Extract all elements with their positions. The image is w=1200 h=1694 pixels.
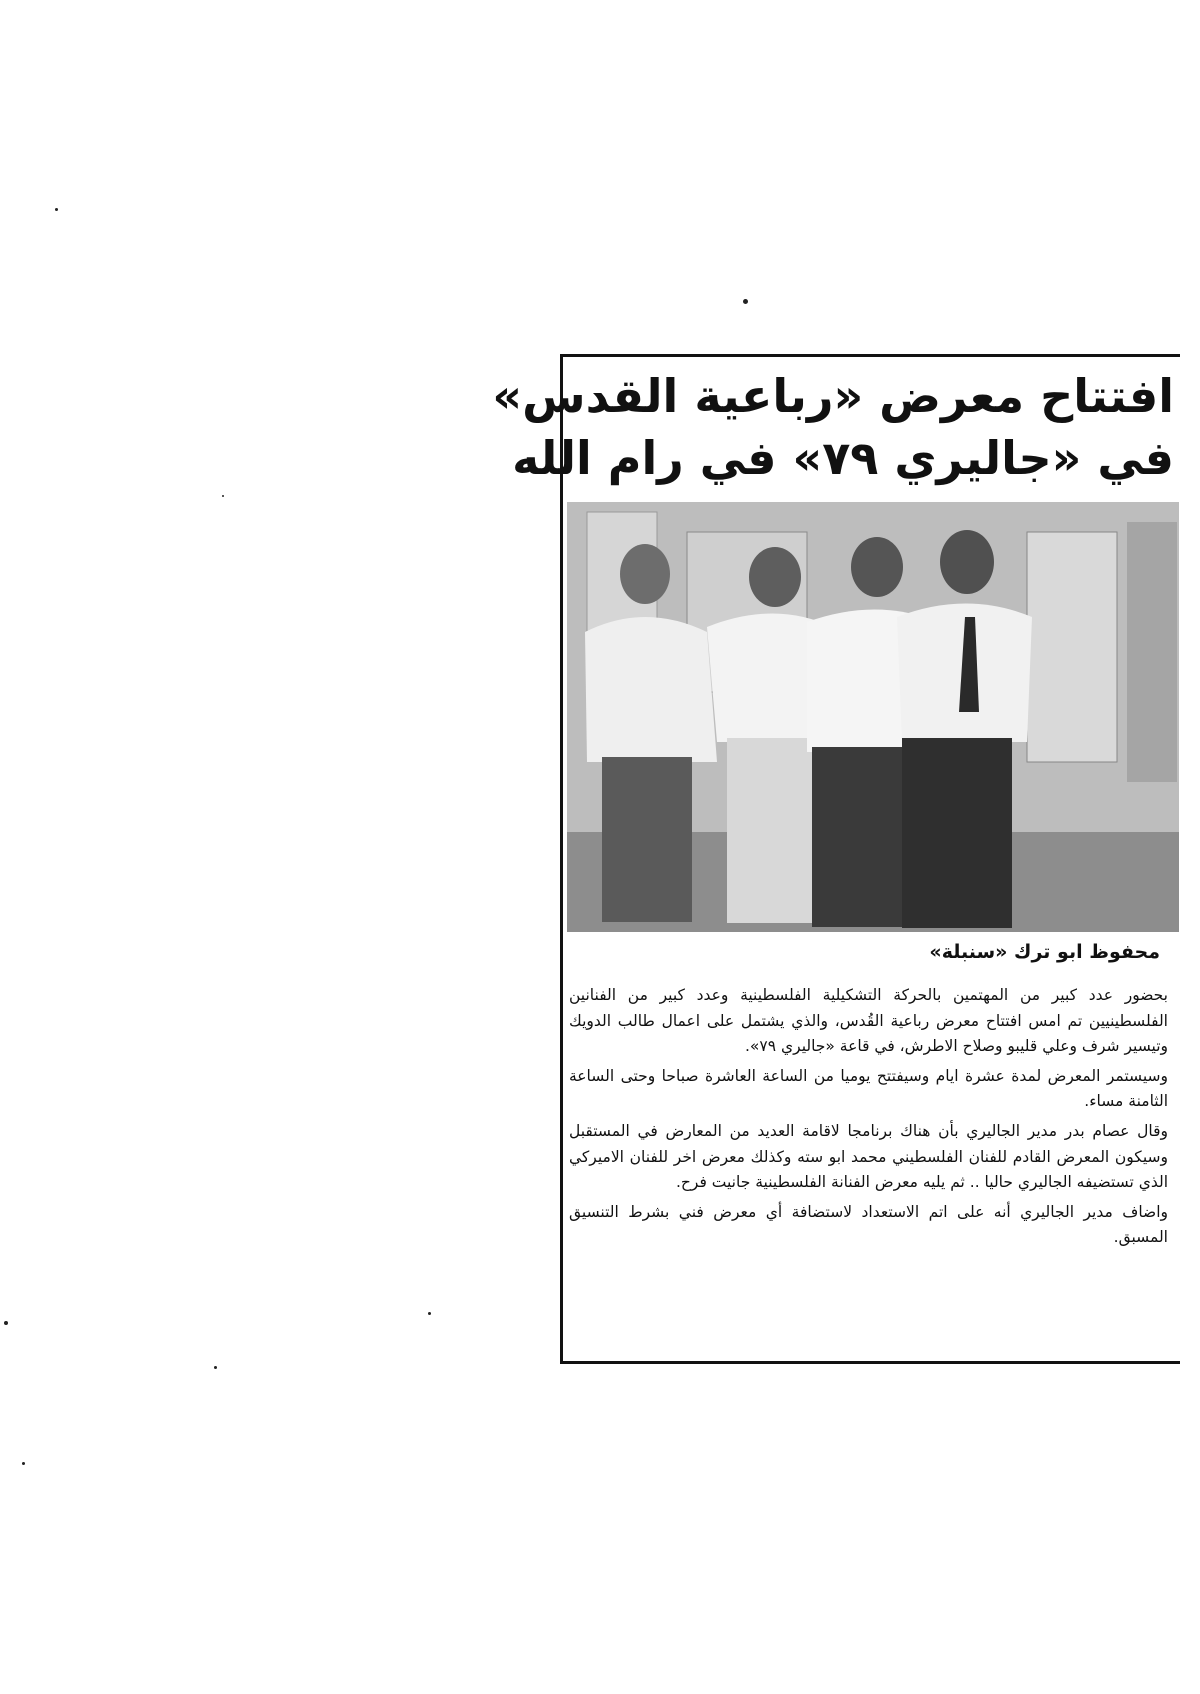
paragraph: بحضور عدد كبير من المهتمين بالحركة التشكيلية الفلسطينية وعدد كبير من الفنانين الفلسطينيين تم امس افتتاح معرض رباعية القُدس، والذي يشتمل على اعمال طالب الدويك وتيسير شرف وعلي قليبو وصلاح الاطرش، في قاعة «جاليري ٧٩». [569, 986, 1168, 1056]
headline-line-2: في «جاليري ٧٩» في رام الله [512, 431, 1174, 485]
scan-speck [222, 495, 224, 497]
article-body [569, 983, 1168, 1255]
scan-speck [4, 1321, 8, 1325]
paragraph: وسيستمر المعرض لمدة عشرة ايام وسيفتتح يوميا من الساعة العاشرة صباحا وحتى الساعة الثامنة مساء. [569, 1066, 1168, 1111]
scan-speck [428, 1312, 431, 1315]
scan-speck [743, 299, 748, 304]
scan-speck [55, 208, 58, 211]
headline-line-1: افتتاح معرض «رباعية القدس» [492, 369, 1174, 423]
newspaper-clipping [492, 354, 1180, 1364]
news-photo [567, 502, 1179, 932]
scan-speck [22, 1462, 25, 1465]
photo-illustration [567, 502, 1179, 932]
byline: محفوظ ابو ترك «سنبلة» [929, 941, 1160, 963]
headline [492, 365, 1174, 503]
scan-speck [214, 1366, 217, 1369]
paragraph: وقال عصام بدر مدير الجاليري بأن هناك برنامجا لاقامة العديد من المعارض في المستقبل وسيكون المعرض القادم للفنان الفلسطيني محمد ابو سته وكذلك معرض اخر للفنان الاميركي الذي تستضيفه الجاليري حاليا .. ثم يليه معرض الفنانة الفلسطينية جانيت فرح. [569, 1121, 1168, 1192]
paragraph: واضاف مدير الجاليري أنه على اتم الاستعداد لاستضافة أي معرض فني بشرط التنسيق المسبق. [569, 1202, 1168, 1247]
